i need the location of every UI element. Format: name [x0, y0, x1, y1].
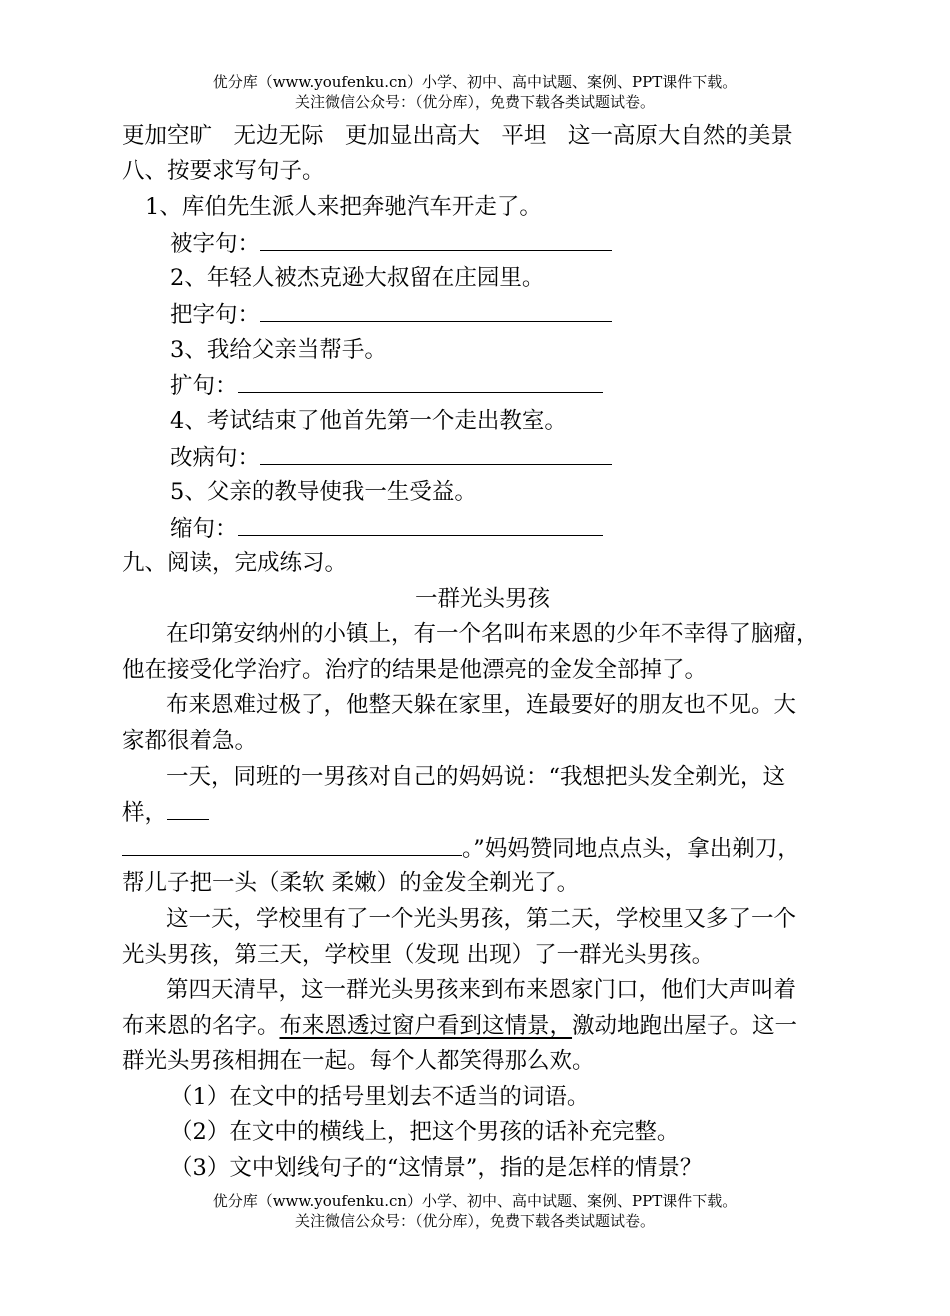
- word-bank: 更加空旷 无边无际 更加显出高大 平坦 这一高原大自然的美景: [122, 123, 793, 149]
- question-2: （2）在文中的横线上，把这个男孩的话补充完整。: [170, 1119, 680, 1145]
- underlined-sentence: 布来恩透过窗户看到这情景，: [279, 1013, 573, 1039]
- s8-sentence-5: 5、父亲的教导使我一生受益。: [170, 479, 477, 505]
- s8-sentence-1: 1、库伯先生派人来把奔驰汽车开走了。: [145, 194, 542, 220]
- passage-p4-line1: 这一天，学校里有了一个光头男孩，第二天，学校里又多了一个: [166, 906, 797, 932]
- passage-p4-line2: 光头男孩，第三天，学校里（发现 出现）了一群光头男孩。: [122, 942, 715, 968]
- s8-task-label: 改病句：: [170, 445, 261, 471]
- header-line-1: 优分库（www.youfenku.cn）小学、初中、高中试题、案例、PPT课件下载。: [212, 73, 738, 91]
- s8-task-3: [170, 370, 603, 401]
- section-8-title: 八、按要求写句子。: [122, 158, 325, 184]
- answer-blank[interactable]: [238, 513, 603, 536]
- passage-p3-line3: [122, 833, 800, 864]
- passage-p2-line1: 布来恩难过极了，他整天躲在家里，连最要好的朋友也不见。大: [166, 692, 797, 718]
- passage-p3-line1: 一天，同班的一男孩对自己的妈妈说：“我想把头发全剃光，这: [166, 764, 786, 790]
- passage-text: 。”妈妈赞同地点点头，拿出剃刀，: [462, 836, 800, 862]
- answer-blank[interactable]: [238, 370, 603, 393]
- passage-text: 样，: [122, 800, 168, 826]
- s8-sentence-4: 4、考试结束了他首先第一个走出教室。: [170, 408, 567, 434]
- s8-task-label: 被字句：: [170, 231, 261, 257]
- passage-p3-line4: 帮儿子把一头（柔软 柔嫩）的金发全剃光了。: [122, 870, 580, 896]
- passage-p5-line2: [122, 1011, 797, 1041]
- s8-task-5: [170, 513, 603, 544]
- page-footer: [0, 1191, 950, 1231]
- passage-p1-line2: 他在接受化学治疗。治疗的结果是他漂亮的金发全部掉了。: [122, 657, 708, 683]
- answer-blank[interactable]: [260, 228, 612, 251]
- s8-task-label: 扩句：: [170, 373, 238, 399]
- passage-p5-line3: 群光头男孩相拥在一起。每个人都笑得那么欢。: [122, 1048, 595, 1074]
- s8-task-4: [170, 442, 612, 473]
- answer-blank[interactable]: [260, 442, 612, 465]
- s8-task-label: 缩句：: [170, 516, 238, 542]
- section-9-title: 九、阅读，完成练习。: [122, 550, 348, 576]
- passage-p3-line2: [122, 797, 209, 828]
- s8-task-1: [170, 228, 612, 259]
- answer-blank[interactable]: [260, 299, 612, 322]
- passage-p2-line2: 家都很着急。: [122, 728, 258, 754]
- passage-p5-line1: 第四天清早，这一群光头男孩来到布来恩家门口，他们大声叫着: [166, 977, 797, 1003]
- passage-title: 一群光头男孩: [415, 586, 551, 612]
- header-line-2: 关注微信公众号：（优分库），免费下载各类试题试卷。: [294, 93, 655, 111]
- page-header: [0, 72, 950, 112]
- s8-sentence-2: 2、年轻人被杰克逊大叔留在庄园里。: [170, 265, 545, 291]
- s8-task-2: [170, 299, 612, 330]
- s8-sentence-3: 3、我给父亲当帮手。: [170, 337, 387, 363]
- passage-p1-line1: 在印第安纳州的小镇上，有一个名叫布来恩的少年不幸得了脑瘤，: [166, 621, 819, 647]
- question-3: （3）文中划线句子的“这情景”，指的是怎样的情景？: [170, 1155, 703, 1181]
- answer-blank[interactable]: [167, 797, 209, 820]
- footer-line-1: 优分库（www.youfenku.cn）小学、初中、高中试题、案例、PPT课件下载。: [212, 1192, 738, 1210]
- passage-text: 布来恩的名字。: [122, 1013, 280, 1039]
- s8-task-label: 把字句：: [170, 302, 261, 328]
- footer-line-2: 关注微信公众号：（优分库），免费下载各类试题试卷。: [294, 1212, 655, 1230]
- answer-blank[interactable]: [122, 833, 462, 856]
- question-1: （1）在文中的括号里划去不适当的词语。: [170, 1084, 590, 1110]
- passage-text: 激动地跑出屋子。这一: [572, 1013, 798, 1039]
